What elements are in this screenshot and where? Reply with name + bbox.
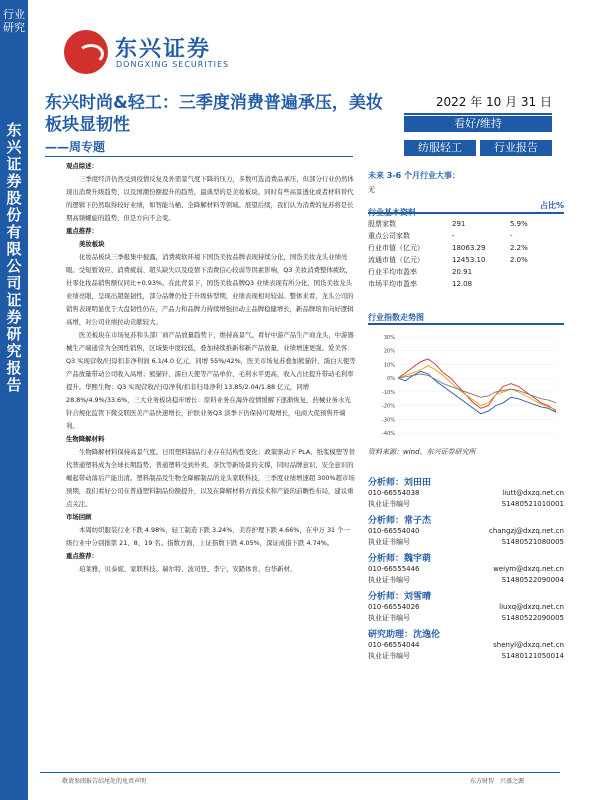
bio-paragraph: 生物降解材料保持高景气度。日用塑料制品行业存在结构性变化：政策驱动下 PLA、纸浆模塑等替代普通塑料成为全球长期趋势；普通塑料受到外卖、茶饮等新场景的支撑，同时品牌意识、安全意识的崛起带动落后产能出清。塑料制品及生物全降解制品的龙头家联科技，三季度业绩增速超 300%超市场预期，我们看好公司在普通塑料制品份额提升，以及在降解材料方面技术和产能的前瞻性布局，建议重点关注。 — [66, 448, 355, 508]
basic-info-block — [368, 200, 564, 290]
y-tick-label: 10% — [383, 362, 395, 369]
chart-title: 行业指数走势图 — [368, 313, 424, 322]
analyst-name: 沈逸伦 — [413, 630, 441, 640]
tag-row — [404, 136, 552, 152]
logo-swoosh-icon — [78, 44, 104, 64]
analyst-email[interactable]: shenyl@dxzq.net.cn — [493, 641, 564, 649]
analyst-email[interactable]: liutt@dxzq.net.cn — [502, 489, 564, 497]
analyst-name: 刘雪晴 — [404, 592, 432, 602]
cert-label: 执业证书编号 — [368, 652, 410, 660]
table-row: 市场平均市盈率 12.08 — [368, 280, 473, 288]
footer-slogan: 东方财智 兴盛之源 — [470, 778, 525, 785]
sidebar-tag: 行业研究 — [3, 8, 25, 34]
events-value: 无 — [368, 186, 375, 194]
analyst-entry — [368, 475, 564, 510]
type-tag: 行业报告 — [480, 140, 552, 156]
analyst-role: 分析师： — [368, 516, 405, 526]
report-subtitle: ——周专题 — [45, 140, 106, 154]
analyst-cert: S1480521010001 — [501, 500, 564, 508]
analyst-phone: 010-66554044 — [368, 641, 420, 649]
analyst-email[interactable]: weiym@dxzq.net.cn — [493, 565, 564, 573]
market-heading: 市场回顾 — [66, 513, 92, 521]
analyst-name: 刘田田 — [404, 478, 432, 488]
analyst-email[interactable]: liuxq@dxzq.net.cn — [499, 603, 564, 611]
analyst-entry — [368, 627, 564, 662]
overview-paragraph: 三季度经济仍然受到疫情反复及外需景气度下降的压力，多数可选消费品承压，但部分行业仍然体现出消费升级趋势，以及国潮份额提升的趋势，最典型的是美妆板块。同时有些高景透化或者材料替代的逻辑下仍然取得较好业绩，如智能马桶、全降解材料等领域。展望后续，我们认为消费的复苏将是长期高频螺旋的趋势，但是方向不会变。 — [66, 175, 354, 222]
bio-heading: 生物降解材料 — [66, 435, 105, 443]
focus2-heading: 重点推荐： — [66, 552, 98, 560]
y-tick-label: 30% — [383, 335, 395, 341]
basic-title: 行业基本资料 — [368, 208, 416, 217]
analyst-role: 分析师： — [368, 478, 405, 488]
cert-label: 执业证书编号 — [368, 614, 410, 622]
analyst-entry — [368, 513, 564, 548]
analyst-role: 分析师： — [368, 554, 405, 564]
focus-heading: 重点推荐： — [66, 227, 98, 235]
analyst-name: 常子杰 — [404, 516, 432, 526]
focus2-paragraph: 珀莱雅、贝泰妮、家联科技、瑞尔特、波司登、李宁、安踏体育、台华新材、 — [79, 565, 297, 573]
chart-source: 资料来源：wind、东兴证券研究所 — [368, 448, 476, 456]
analyst-role: 研究助理： — [368, 630, 414, 640]
analyst-phone: 010-66554040 — [368, 527, 420, 535]
series-line — [398, 366, 556, 410]
y-tick-label: -20% — [382, 403, 395, 410]
analyst-name: 魏宇萌 — [404, 554, 432, 564]
overview-heading: 观点综述： — [66, 162, 98, 170]
report-title: 东兴时尚&轻工：三季度消费普遍承压，美妆板块显韧性 — [45, 93, 383, 135]
beauty-heading: 美妆板块 — [79, 240, 105, 248]
analyst-block — [368, 475, 564, 662]
chart-rule — [368, 323, 564, 325]
y-tick-label: 20% — [383, 348, 395, 355]
basic-col-header: 占比% — [539, 201, 564, 210]
title-rule — [45, 156, 353, 157]
analyst-email[interactable]: changzj@dxzq.net.cn — [488, 527, 564, 535]
analyst-phone: 010-66554038 — [368, 489, 420, 497]
report-date: 2022 年 10 月 31 日 — [404, 93, 552, 115]
body-text — [66, 160, 356, 576]
sidebar-org: 东兴证券股份有限公司证券研究报告 — [6, 121, 22, 394]
analyst-entry — [368, 589, 564, 624]
footer-disclaimer: 敬请参阅报告结尾处的免责声明 — [62, 778, 147, 785]
medbeauty-paragraph: 医美板块在市场复苏和头部厂商产品放量趋势下，维持高景气。看好中游产品生产商龙头，中游器械生产端通常为全国性销售，区域集中度较低，叠加持续推新和新产品放量，业绩增速更强。爱美客：Q3 实现营收/归母扣非净利润 6.1/4.0 亿元，同增 55%/42%，医美市场复苏叠加熊猫针、濡白天使等产品放量带动公司收入高增；熊猫针、濡白天使等产品单价、毛利水平更高，收入占比提升带动毛利率提升。华熙生物：Q3 实现营收/归母净利/扣非归母净利 13.85/2.04/1.88 亿元，同增 28.8%/4.9%/33.6%，三大业务板块稳步增长：原料业务在海外疫情缓解下逐渐恢复，药械业务水光针合规化监管下微交联医美产品快速增长，护肤业务Q3 淡季下仍保持可观增长，电商大促预售开端利。 — [66, 331, 356, 430]
table-row: 行业平均市盈率 20.91 — [368, 268, 473, 276]
index-trend-chart — [368, 331, 564, 441]
analyst-cert: S1480522090005 — [501, 614, 564, 622]
table-row: 重点公司家数 - - — [368, 232, 513, 240]
basic-table — [368, 218, 564, 290]
cert-label: 执业证书编号 — [368, 500, 410, 508]
table-row: 股票家数 291 5.9% — [368, 220, 528, 228]
analyst-role: 分析师： — [368, 592, 405, 602]
series-line — [398, 371, 556, 414]
events-title: 未来 3-6 个月行业大事： — [368, 171, 461, 180]
analyst-cert: S1480121050014 — [501, 652, 564, 660]
y-tick-label: -40% — [382, 431, 395, 437]
rating-badge: 看好/维持 — [404, 116, 552, 132]
analyst-cert: S1480522090004 — [501, 576, 564, 584]
table-row: 行业市值（亿元） 18063.29 2.2% — [368, 244, 528, 252]
left-sidebar — [0, 0, 28, 800]
market-paragraph: 本周纺织服装行业下跌 4.98%，轻工制造下跌 3.24%，美容护理下跌 4.66%，在申万 31 个一级行业中分别排第 21、8、19 名。指数方面，上证指数下跌 4.05%，深证成指下跌 4.74%。 — [66, 526, 350, 547]
analyst-entry — [368, 551, 564, 586]
y-tick-label: -30% — [382, 417, 395, 424]
chart-block — [368, 312, 564, 457]
footer-rule — [40, 772, 560, 773]
logo-text-cn: 东兴证券 — [115, 37, 212, 62]
analyst-phone: 010-66555446 — [368, 565, 420, 573]
cert-label: 执业证书编号 — [368, 538, 410, 546]
y-tick-label: -10% — [382, 389, 395, 396]
events-block — [368, 170, 564, 195]
logo-text-en: DONGXING SECURITIES — [116, 60, 230, 69]
analyst-cert: S1480521080005 — [501, 538, 564, 546]
industry-tag: 纺服轻工 — [404, 140, 476, 156]
cert-label: 执业证书编号 — [368, 576, 410, 584]
beauty-paragraph: 化妆品板块三季报集中披露，消费疲软环境下国货美妆品牌表现持续分化，国货美妆龙头业绩亮眼。受短暂效应、消费疲弱、超头缺失以及疫情下消费信心较弱等因素影响，Q3 美妆消费整体疲软，社零化妆品销售额仅同比+0.93%。在此背景下，国货美妆品牌Q3 业绩表现有所分化，国货美妆龙头业绩亮眼，呈现出超强韧性，部分品牌仍处于升级转型期，业绩表现相对较弱。整体来看，龙头公司的销售表现明显优于大盘韧性仍在，产品力和品牌力持续增强拉动主品牌稳健增长，新品牌培育向好逻辑高增，对公司业绩拉动贡献较大。 — [66, 253, 354, 326]
analyst-phone: 010-66554026 — [368, 603, 420, 611]
table-row: 流通市值（亿元） 12453.10 2.0% — [368, 256, 528, 264]
y-tick-label: 0% — [387, 376, 395, 383]
